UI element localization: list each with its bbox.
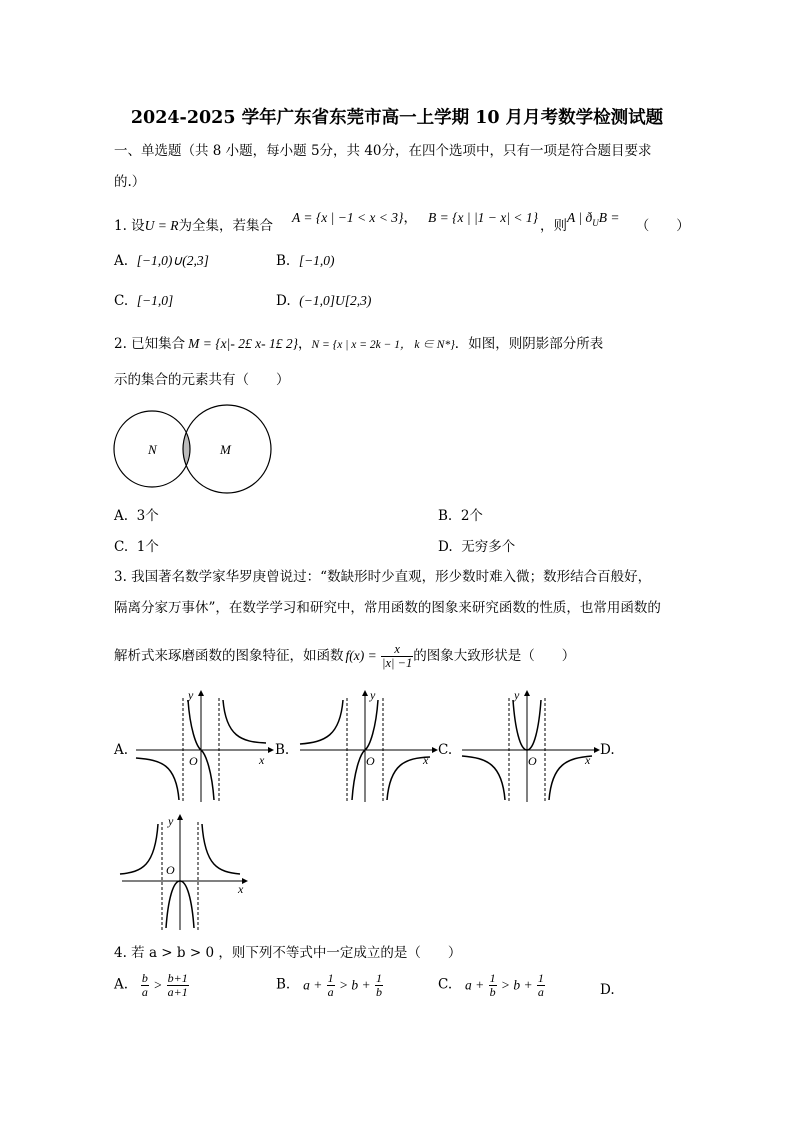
- q2-option-a[interactable]: A. 3个: [114, 508, 159, 524]
- x-axis-arrow: [594, 747, 600, 753]
- q2-option-b[interactable]: B. 2个: [438, 508, 483, 524]
- q3-option-d-label[interactable]: D.: [600, 742, 615, 758]
- q3-graph-a[interactable]: [126, 688, 276, 808]
- q1-option-a[interactable]: A. [−1,0)∪(2,3]: [114, 253, 209, 269]
- y-label: y: [370, 688, 376, 702]
- q1-option-c[interactable]: C. [−1,0]: [114, 293, 174, 309]
- y-label: y: [168, 814, 174, 828]
- q1-text-1: 为全集，若集合: [178, 218, 274, 234]
- y-label: y: [188, 688, 194, 702]
- q2-venn-diagram: [110, 400, 275, 500]
- q3-graph-c[interactable]: [452, 688, 602, 808]
- x-axis-arrow: [268, 747, 274, 753]
- curve-right: [202, 824, 240, 874]
- q4-option-b[interactable]: B. a + $\frac{1}{a}$ > b + $\frac{1}{b}$: [276, 971, 382, 999]
- q1-option-d[interactable]: D. (−1,0]U[2,3): [276, 293, 372, 309]
- x-label: x: [585, 753, 591, 767]
- q1-set-b: B = {x | |1 − x| < 1}: [428, 210, 538, 225]
- curve-left: [136, 758, 179, 800]
- q3-stem-line1: 3. 我国著名数学家华罗庚曾说过：“数缺形时少直观，形少数时难入微；数形结合百般好，: [114, 569, 652, 585]
- curve-left: [462, 756, 505, 800]
- q3-option-c-label[interactable]: C.: [438, 742, 453, 758]
- section-instructions-line2: 的.）: [114, 174, 146, 190]
- q2-option-c[interactable]: C. 1个: [114, 539, 159, 555]
- curve-right: [223, 700, 266, 743]
- curve-left: [300, 700, 343, 744]
- origin-label: O: [528, 754, 537, 768]
- y-label: y: [514, 688, 520, 702]
- q3-stem-line2: 隔离分家万事休”，在数学学习和研究中，常用函数的图象来研究函数的性质，也常用函数的: [114, 600, 661, 616]
- q4-stem: 4. 若 a > b > 0 ，则下列不等式中一定成立的是（ ）: [114, 945, 462, 961]
- section-instructions-line1: 一、单选题（共 8 小题，每小题 5分，共 40分，在四个选项中，只有一项是符合题目要求: [114, 143, 652, 159]
- q3-stem-line3: 解析式来琢磨函数的图象特征，如函数 f(x) = $\frac{x}{|x| -1}$ 的图象大致形状是（ ）: [114, 642, 576, 671]
- curve-left: [120, 824, 158, 874]
- q4-option-a[interactable]: A. $\frac{b}{a}$ > $\frac{b+1}{a+1}$: [114, 971, 188, 999]
- page-title: 2024-2025 学年广东省东莞市高一上学期 10 月月考数学检测试题: [130, 108, 664, 128]
- q2-stem: 2. 已知集合 M = {x|- 2£ x- 1£ 2}，N = {x | x = 2k − 1， k ∈ N*}．如图，则阴影部分所表: [114, 336, 604, 352]
- x-label: x: [423, 753, 429, 767]
- q2-option-d[interactable]: D. 无穷多个: [438, 539, 516, 555]
- q1-text-2: ，则A | $ð_UB$ = （ ）: [540, 210, 690, 234]
- y-axis-arrow: [198, 690, 204, 696]
- q4-option-d[interactable]: D.: [600, 982, 615, 998]
- q3-graph-d[interactable]: [112, 812, 262, 934]
- venn-label-m: M: [220, 442, 231, 457]
- x-label: x: [238, 882, 244, 896]
- q3-option-b-label[interactable]: B.: [275, 742, 290, 758]
- y-axis-arrow: [177, 814, 183, 820]
- origin-label: O: [189, 754, 198, 768]
- y-axis-arrow: [362, 690, 368, 696]
- origin-label: O: [366, 754, 375, 768]
- q4-option-c[interactable]: C. a + $\frac{1}{b}$ > b + $\frac{1}{a}$: [438, 971, 544, 999]
- x-axis-arrow: [432, 747, 438, 753]
- q1-stem: [114, 219, 273, 234]
- q1-option-b[interactable]: B. [−1,0): [276, 253, 335, 269]
- q1-number: 1. 设: [114, 218, 145, 234]
- q1-set-a: A = {x | −1 < x < 3}，: [292, 210, 417, 226]
- q2-stem-line2: 示的集合的元素共有（ ）: [114, 372, 290, 388]
- venn-label-n: N: [148, 442, 157, 457]
- q3-option-a-label[interactable]: A.: [114, 742, 129, 758]
- y-axis-arrow: [524, 690, 530, 696]
- origin-label: O: [166, 863, 175, 877]
- q3-graph-b[interactable]: [290, 688, 440, 808]
- x-label: x: [259, 753, 265, 767]
- q1-universal-set: U = R: [144, 218, 179, 233]
